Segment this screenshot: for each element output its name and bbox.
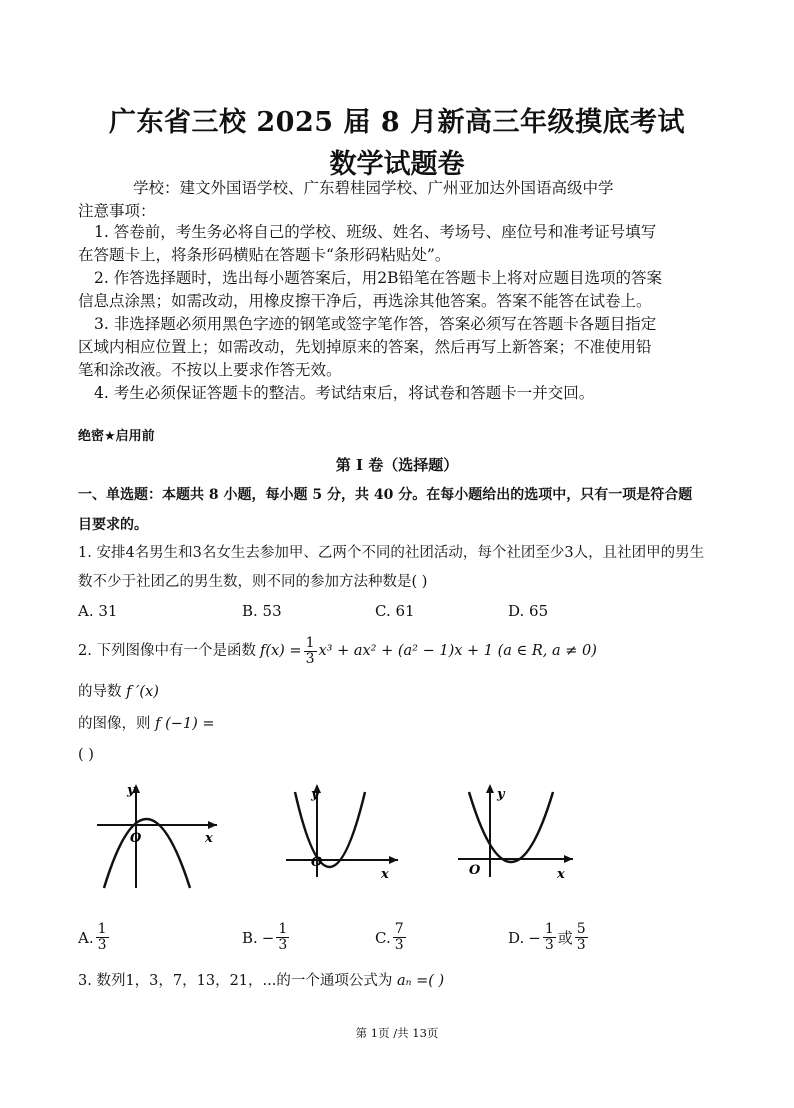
- notice-line: 在答题卡上，将条形码横贴在答题卡“条形码粘贴处”。: [78, 246, 451, 264]
- graph-b: [283, 782, 403, 887]
- notice-line: 3. 非选择题必须用黑色字迹的钢笔或签字笔作答，答案必须写在答题卡各题目指定: [94, 315, 657, 333]
- q1-option-a: A. 31: [78, 602, 118, 620]
- q1-stem: 数不少于社团乙的男生数，则不同的参加方法种数是( ): [78, 574, 428, 590]
- q2-option-a: A. $\frac{1}{3}$: [78, 921, 107, 953]
- q2-line2: 的导数 f ′(x): [78, 684, 159, 700]
- notice-line: 4. 考生必须保证答题卡的整洁。考试结束后，将试卷和答题卡一并交回。: [94, 384, 595, 402]
- school-list: 学校：建文外国语学校、广东碧桂园学校、广州亚加达外国语高级中学: [133, 179, 614, 197]
- graph-axis-x-label: x: [381, 867, 389, 882]
- page-title: 广东省三校 2025 届 8 月新高三年级摸底考试: [108, 107, 686, 138]
- q2-stem: [78, 636, 597, 667]
- q1-option-d: D. 65: [508, 602, 549, 620]
- notice-line: 1. 答卷前，考生务必将自己的学校、班级、姓名、考场号、座位号和准考证号填写: [94, 223, 657, 241]
- part1-instruction: 一、单选题：本题共 8 小题，每小题 5 分，共 40 分。在每小题给出的选项中，只有一项是符合题: [78, 487, 693, 503]
- graph-axis-y-label: y: [127, 783, 135, 798]
- notice-line: 区域内相应位置上；如需改动，先划掉原来的答案，然后再写上新答案；不准使用铅: [78, 338, 652, 356]
- graph-origin-label: O: [311, 855, 323, 870]
- q2-option-b: B. − $\frac{1}{3}$: [242, 921, 288, 953]
- graph-a: [92, 780, 222, 890]
- q2-option-c: C. $\frac{7}{3}$: [375, 921, 404, 953]
- q2-prefix: 2. 下列图像中有一个是函数: [78, 643, 256, 659]
- notice-line: 信息点涂黑；如需改动，用橡皮擦干净后，再选涂其他答案。答案不能答在试卷上。: [78, 292, 652, 310]
- q1-stem: 1. 安排4名男生和3名女生去参加甲、乙两个不同的社团活动，每个社团至少3人，且社团甲的男生: [78, 545, 705, 561]
- secret-mark: 绝密★启用前: [78, 429, 155, 444]
- q2-func-rest: x³ + ax² + (a² − 1)x + 1 (a ∈ R, a ≠ 0): [318, 643, 597, 659]
- q2-option-d: D. − $\frac{1}{3}$ 或 $\frac{5}{3}$: [508, 921, 586, 953]
- graph-axis-x-label: x: [205, 831, 213, 846]
- section-title: 第 I 卷（选择题）: [335, 456, 459, 474]
- part1-instruction: 目要求的。: [78, 517, 148, 533]
- graph-origin-label: O: [469, 863, 481, 878]
- q1-option-b: B. 53: [242, 602, 282, 620]
- notice-line: 2. 作答选择题时，选出每小题答案后，用2B铅笔在答题卡上将对应题目选项的答案: [94, 269, 662, 287]
- q2-blank: ( ): [78, 747, 94, 763]
- graph-c: [455, 782, 580, 887]
- q2-fraction: $\frac{1}{3}$: [305, 635, 315, 667]
- graph-origin-label: O: [130, 831, 142, 846]
- page-footer: 第 1页 /共 13页: [355, 1026, 439, 1040]
- q2-line3: 的图像，则 f (−1) =: [78, 716, 215, 732]
- q1-option-c: C. 61: [375, 602, 415, 620]
- page-subtitle: 数学试题卷: [329, 149, 465, 180]
- notice-heading: 注意事项：: [78, 202, 156, 220]
- graph-axis-y-label: y: [311, 787, 319, 802]
- q2-func: f(x) =: [259, 643, 302, 659]
- graph-axis-y-label: y: [497, 787, 505, 802]
- notice-line: 笔和涂改液。不按以上要求作答无效。: [78, 361, 342, 379]
- graph-axis-x-label: x: [557, 867, 565, 882]
- q3-stem: 3. 数列1，3，7，13，21，...的一个通项公式为 aₙ =( ): [78, 973, 445, 989]
